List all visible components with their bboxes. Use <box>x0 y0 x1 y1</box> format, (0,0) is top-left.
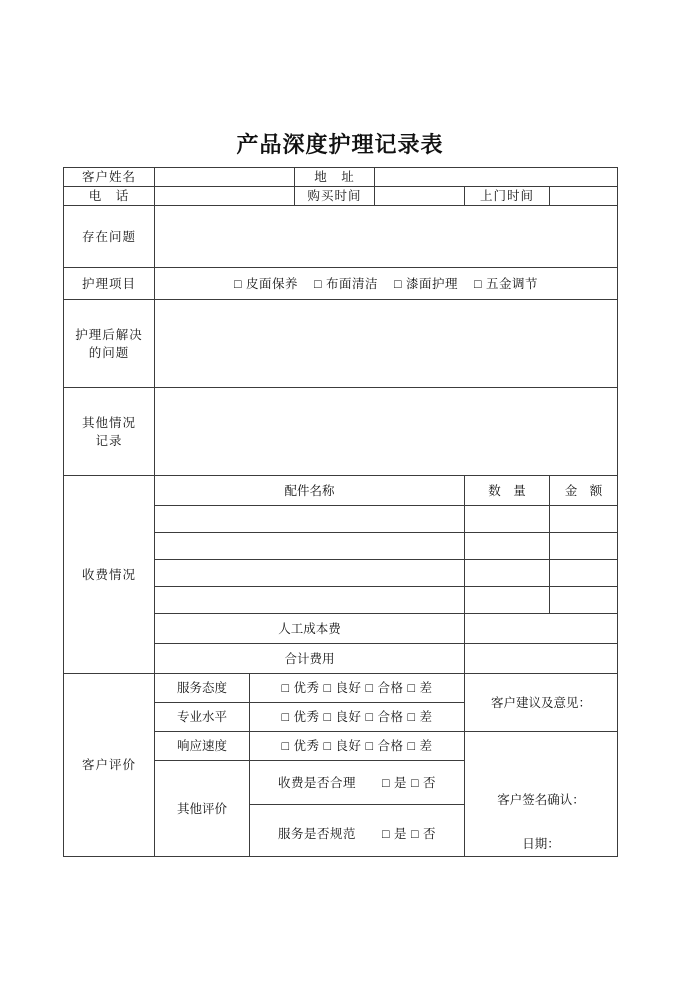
eval-criteria-label-attitude: 服务态度 <box>155 674 250 703</box>
other-record-label-line1: 其他情况 <box>81 415 136 430</box>
table-row-resolved-problem <box>64 300 618 388</box>
fee-qty-field[interactable] <box>465 506 550 533</box>
purchase-time-label: 购买时间 <box>295 187 375 206</box>
fee-part-field[interactable] <box>155 587 465 614</box>
resolved-problem-label-line2: 的问题 <box>88 345 130 360</box>
care-items-label: 护理项目 <box>64 268 155 300</box>
table-row-eval-attitude <box>64 674 618 703</box>
fee-header-qty: 数 量 <box>465 476 550 506</box>
fee-amount-field[interactable] <box>550 533 618 560</box>
table-row-phone <box>64 187 618 206</box>
fee-part-field[interactable] <box>155 506 465 533</box>
customer-name-label: 客户姓名 <box>64 168 155 187</box>
table-row-fee-header <box>64 476 618 506</box>
fees-section-label: 收费情况 <box>64 476 155 674</box>
fee-header-amount: 金 额 <box>550 476 618 506</box>
table-row-other-record <box>64 388 618 476</box>
phone-label: 电 话 <box>64 187 155 206</box>
total-field[interactable] <box>465 644 618 674</box>
eval-options-response[interactable]: □ 优秀 □ 良好 □ 合格 □ 差 <box>250 732 465 761</box>
fee-header-part: 配件名称 <box>155 476 465 506</box>
table-row-existing-problem <box>64 206 618 268</box>
signature-block <box>465 732 618 857</box>
table-row-customer <box>64 168 618 187</box>
care-item-option-leather[interactable]: □ 皮面保养 <box>233 276 298 291</box>
address-field[interactable] <box>375 168 618 187</box>
table-row-care-items <box>64 268 618 300</box>
phone-field[interactable] <box>155 187 295 206</box>
evaluation-section-label: 客户评价 <box>64 674 155 857</box>
existing-problem-field[interactable] <box>155 206 618 268</box>
visit-time-field[interactable] <box>550 187 618 206</box>
fee-qty-field[interactable] <box>465 533 550 560</box>
eval-criteria-label-response: 响应速度 <box>155 732 250 761</box>
other-eval-question-service[interactable]: 服务是否规范 □ 是 □ 否 <box>250 813 465 857</box>
other-record-label <box>64 388 155 476</box>
labor-cost-field[interactable] <box>465 614 618 644</box>
existing-problem-label: 存在问题 <box>64 206 155 268</box>
suggestion-label: 客户建议及意见： <box>465 674 618 732</box>
total-label: 合计费用 <box>155 644 465 674</box>
fee-qty-field[interactable] <box>465 587 550 614</box>
other-eval-spacer <box>250 805 465 813</box>
purchase-time-field[interactable] <box>375 187 465 206</box>
page-title: 产品深度护理记录表 <box>236 132 444 157</box>
date-label[interactable]: 日期： <box>522 837 560 852</box>
eval-criteria-label-professional: 专业水平 <box>155 703 250 732</box>
resolved-problem-label-line1: 护理后解决 <box>75 327 143 342</box>
customer-name-field[interactable] <box>155 168 295 187</box>
labor-cost-label: 人工成本费 <box>155 614 465 644</box>
fee-amount-field[interactable] <box>550 587 618 614</box>
other-record-label-line2: 记录 <box>95 433 123 448</box>
eval-options-professional[interactable]: □ 优秀 □ 良好 □ 合格 □ 差 <box>250 703 465 732</box>
other-eval-label: 其他评价 <box>155 761 250 857</box>
fee-qty-field[interactable] <box>465 560 550 587</box>
care-item-option-hardware[interactable]: □ 五金调节 <box>474 276 539 291</box>
eval-options-attitude[interactable]: □ 优秀 □ 良好 □ 合格 □ 差 <box>250 674 465 703</box>
care-record-form <box>63 167 618 857</box>
fee-part-field[interactable] <box>155 533 465 560</box>
care-item-option-fabric[interactable]: □ 布面清洁 <box>313 276 378 291</box>
other-eval-question-fee[interactable]: 收费是否合理 □ 是 □ 否 <box>250 761 465 805</box>
care-item-option-paint[interactable]: □ 漆面护理 <box>393 276 459 291</box>
other-record-field[interactable] <box>155 388 618 476</box>
resolved-problem-label <box>64 300 155 388</box>
signature-label[interactable]: 客户签名确认： <box>497 793 585 808</box>
care-items-options[interactable] <box>155 268 618 300</box>
visit-time-label: 上门时间 <box>465 187 550 206</box>
fee-part-field[interactable] <box>155 560 465 587</box>
resolved-problem-field[interactable] <box>155 300 618 388</box>
fee-amount-field[interactable] <box>550 506 618 533</box>
address-label: 地 址 <box>295 168 375 187</box>
fee-amount-field[interactable] <box>550 560 618 587</box>
